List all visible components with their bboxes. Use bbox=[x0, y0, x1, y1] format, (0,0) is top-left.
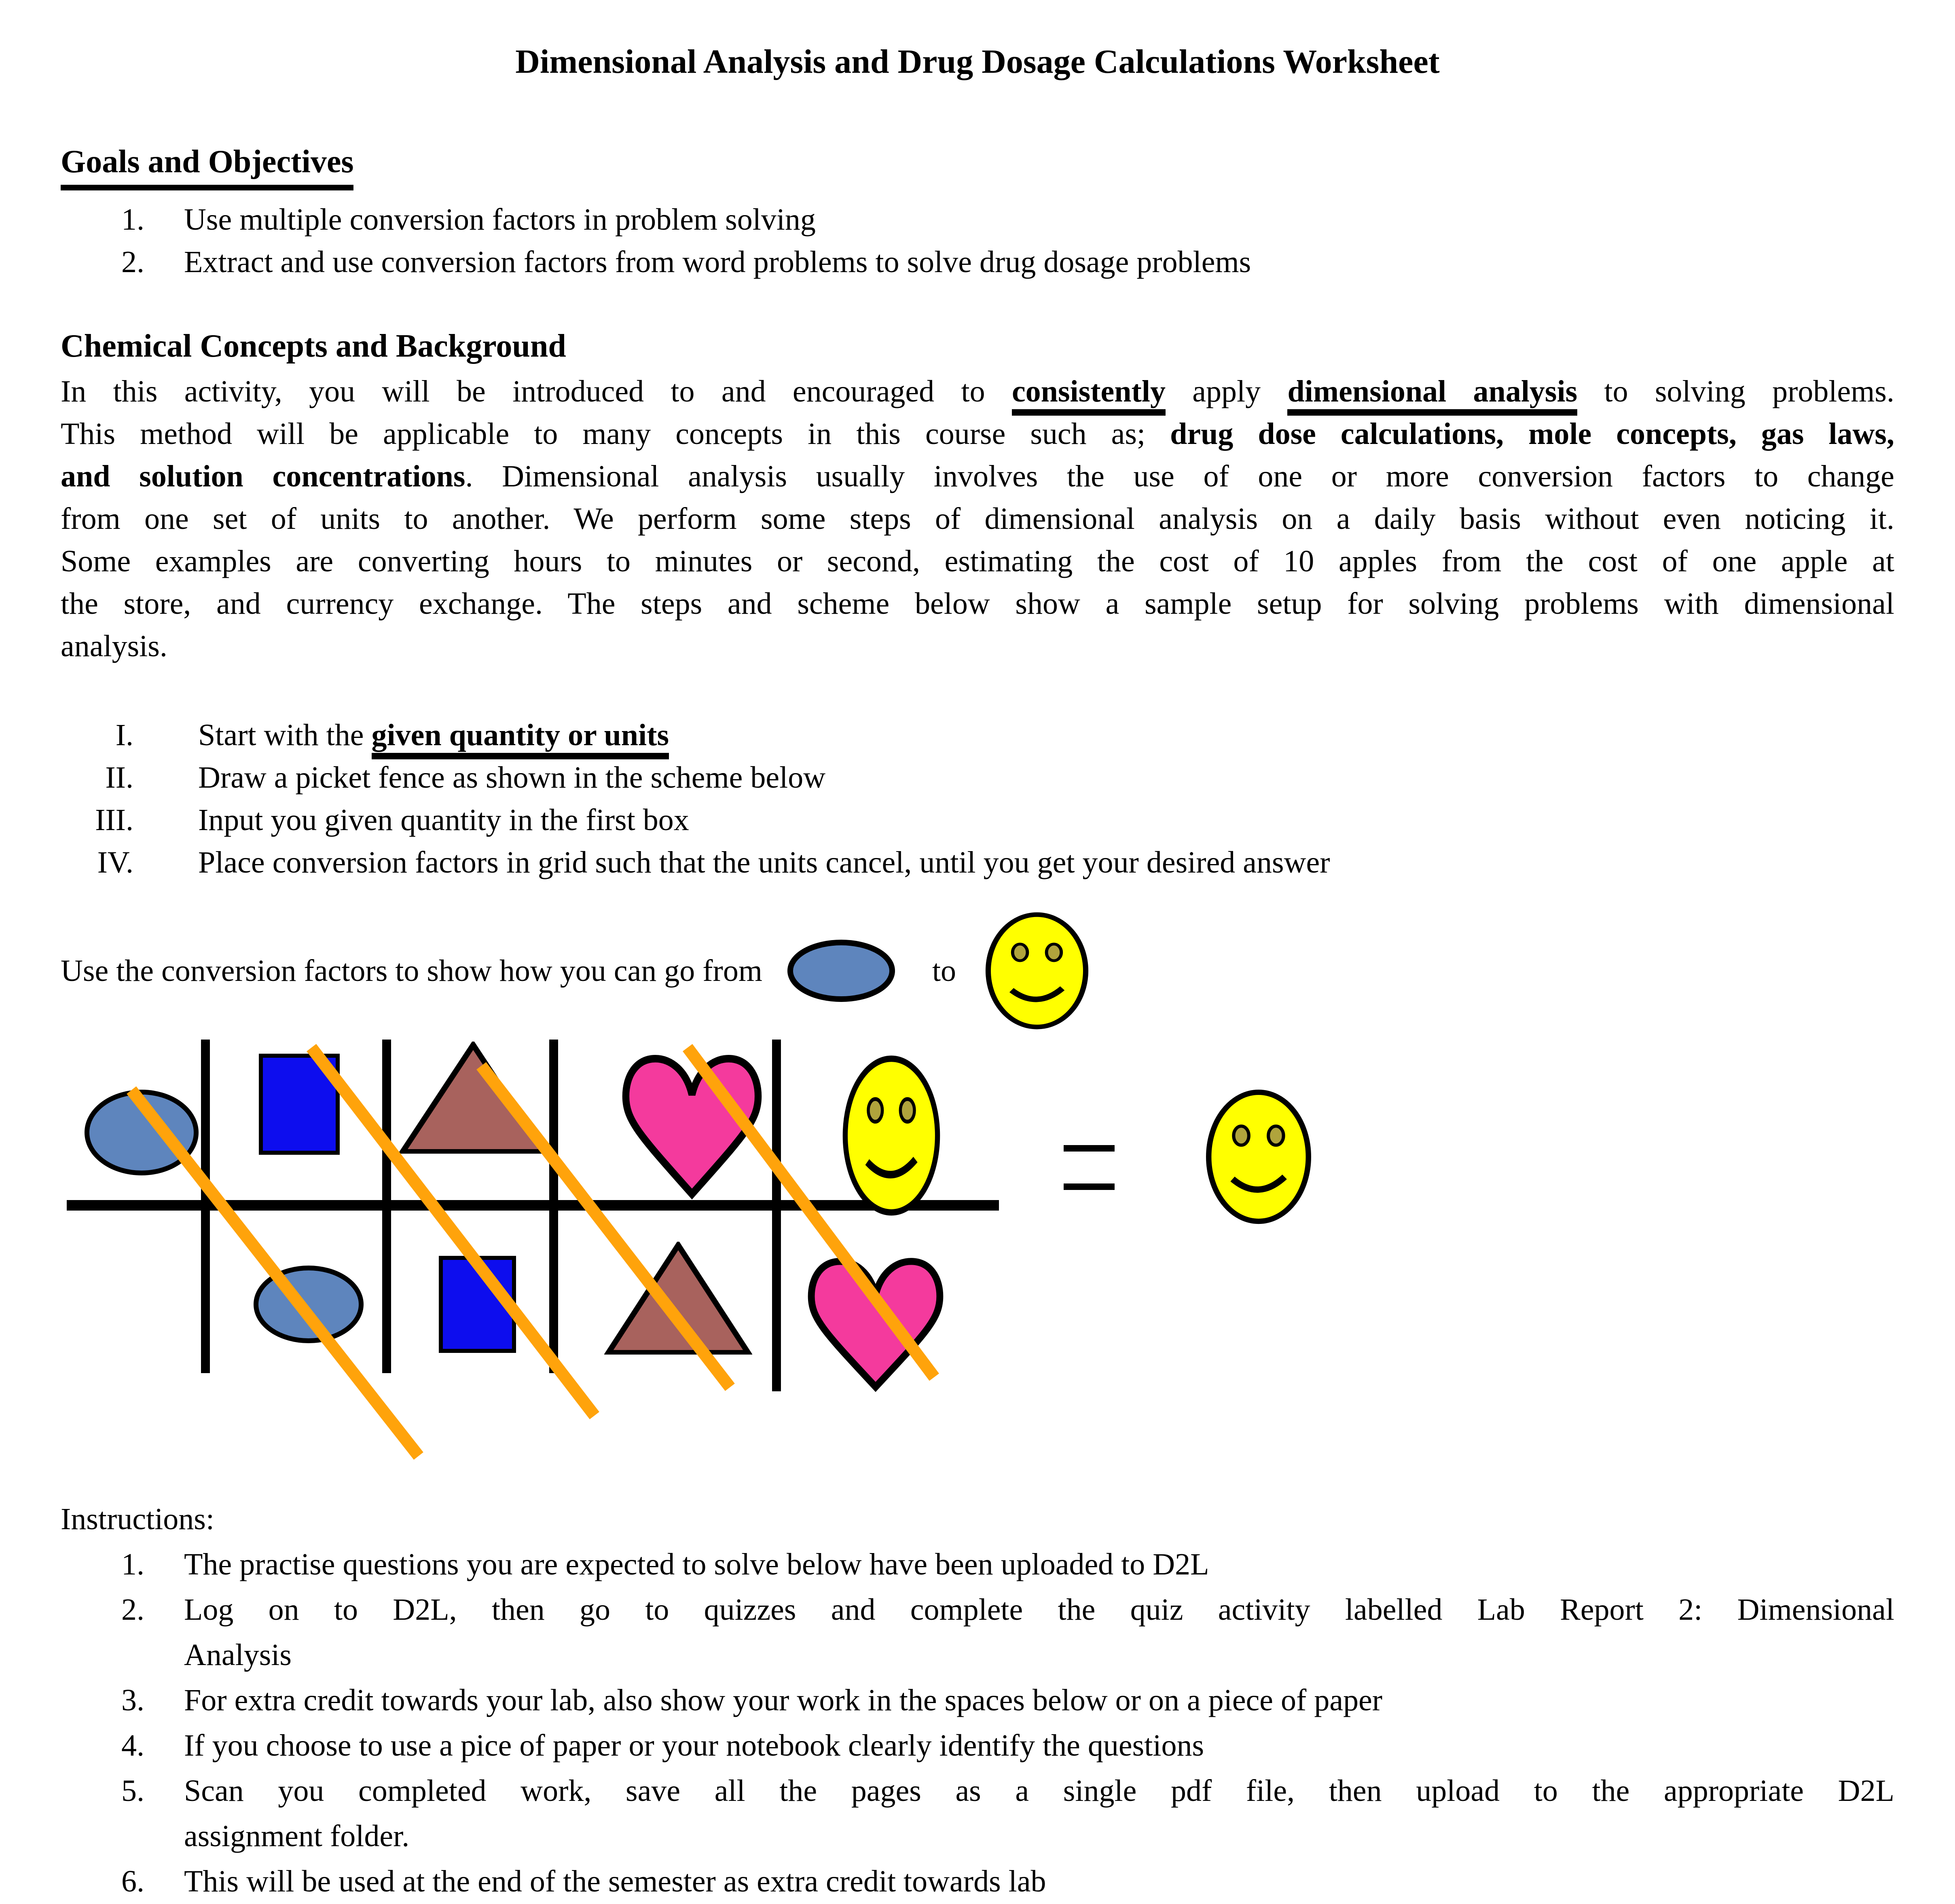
step-text bbox=[198, 799, 1894, 841]
instruction-line: Log on to D2L, then go to quizzes and complete the quiz activity labelled Lab Report 2: Dimensional bbox=[184, 1593, 1894, 1627]
text-segment: This method will be applicable to many concepts in this course such as; bbox=[61, 417, 1170, 451]
step-text bbox=[198, 757, 1894, 799]
step-text bbox=[198, 841, 1894, 884]
instruction-line: If you choose to use a pice of paper or your notebook clearly identify the questions bbox=[184, 1729, 1204, 1762]
instruction-item bbox=[61, 1723, 1894, 1768]
instruction-lines bbox=[184, 1768, 1894, 1859]
list-number: 1. bbox=[121, 1547, 144, 1581]
instruction-line: This will be used at the end of the semester as extra credit towards lab bbox=[184, 1864, 1046, 1898]
instruction-item bbox=[61, 1678, 1894, 1723]
goals-list bbox=[61, 199, 1894, 283]
instructions-list bbox=[61, 1542, 1894, 1904]
steps-list bbox=[61, 714, 1894, 884]
instruction-lines bbox=[184, 1542, 1894, 1587]
text-segment: Some examples are converting hours to minutes or second, estimating the cost of 10 apples from the cost of one apple at bbox=[61, 544, 1894, 578]
numerator-heart-icon bbox=[626, 1059, 758, 1194]
text-segment: analysis. bbox=[61, 629, 167, 663]
equals-bottom-bar bbox=[1064, 1183, 1115, 1190]
numerator-triangle-icon bbox=[403, 1045, 544, 1151]
text-segment: dimensional analysis bbox=[1287, 374, 1577, 416]
text-segment: Place conversion factors in grid such that the units cancel, until you get your desired answer bbox=[198, 845, 1330, 879]
paragraph-line bbox=[61, 413, 1894, 455]
paragraph-line bbox=[61, 625, 1894, 668]
text-segment: Start with the bbox=[198, 718, 372, 752]
goals-section bbox=[61, 139, 1894, 283]
instruction-lines bbox=[184, 1678, 1894, 1723]
step-text bbox=[198, 714, 1894, 757]
step-item bbox=[61, 799, 1894, 841]
instruction-line: The practise questions you are expected to solve below have been uploaded to D2L bbox=[184, 1547, 1209, 1581]
list-number: 4. bbox=[121, 1729, 144, 1762]
list-number: 6. bbox=[121, 1864, 144, 1898]
list-number: 5. bbox=[121, 1774, 144, 1808]
instruction-lines bbox=[184, 1859, 1894, 1904]
instruction-lines bbox=[184, 1723, 1894, 1768]
text-segment: apply bbox=[1165, 374, 1288, 408]
text-segment: . Dimensional analysis usually involves the use of one or more conversion factors to change bbox=[465, 459, 1894, 493]
text-segment: given quantity or units bbox=[372, 718, 669, 759]
inline-oval-icon bbox=[785, 938, 898, 1004]
instructions-section bbox=[61, 1496, 1894, 1904]
text-segment: from one set of units to another. We perform some steps of dimensional analysis on a daily basis without even noticing it. bbox=[61, 502, 1894, 536]
worksheet-title: Dimensional Analysis and Drug Dosage Calculations Worksheet bbox=[515, 43, 1440, 80]
text-segment: In this activity, you will be introduced to and encouraged to bbox=[61, 374, 1012, 408]
text-segment: consistently bbox=[1012, 374, 1166, 416]
step-item bbox=[61, 757, 1894, 799]
instruction-line: For extra credit towards your lab, also show your work in the spaces below or on a piece of paper bbox=[184, 1683, 1383, 1717]
paragraph-line bbox=[61, 455, 1894, 498]
text-segment: Input you given quantity in the first box bbox=[198, 803, 689, 837]
paragraph-line bbox=[61, 370, 1894, 413]
smiley-icon bbox=[988, 915, 1086, 1027]
list-number: 1. bbox=[121, 203, 144, 237]
text-segment: and solution concentrations bbox=[61, 459, 465, 493]
text-segment: Draw a picket fence as shown in the scheme below bbox=[198, 761, 826, 795]
oval-icon bbox=[790, 942, 892, 999]
step-numeral: IV. bbox=[97, 845, 133, 879]
text-segment: to solving problems. bbox=[1577, 374, 1894, 408]
equals-sign bbox=[1064, 1145, 1115, 1190]
instruction-item bbox=[61, 1768, 1894, 1859]
instruction-line: Scan you completed work, save all the pages as a single pdf file, then upload to the appropriate D2L bbox=[184, 1774, 1894, 1808]
list-number: 2. bbox=[121, 245, 144, 279]
instruction-item bbox=[61, 1859, 1894, 1904]
step-numeral: III. bbox=[95, 803, 133, 837]
goals-heading-row bbox=[61, 139, 1894, 190]
goals-heading: Goals and Objectives bbox=[61, 139, 353, 190]
background-paragraph bbox=[61, 370, 1894, 668]
conversion-sentence-text: Use the conversion factors to show how you can go from bbox=[61, 953, 762, 988]
instruction-item bbox=[61, 1542, 1894, 1587]
denominator-oval-icon bbox=[256, 1268, 361, 1341]
instruction-line: assignment folder. bbox=[184, 1819, 410, 1853]
list-number: 2. bbox=[121, 1593, 144, 1627]
step-numeral: II. bbox=[105, 761, 133, 795]
list-text: Use multiple conversion factors in problem solving bbox=[184, 203, 816, 237]
list-number: 3. bbox=[121, 1683, 144, 1717]
paragraph-line bbox=[61, 583, 1894, 625]
conversion-sentence bbox=[61, 922, 1894, 1019]
instruction-lines bbox=[184, 1587, 1894, 1678]
inline-smiley-icon bbox=[982, 910, 1092, 1031]
text-segment: the store, and currency exchange. The steps and scheme below show a sample setup for solving problems with dimensional bbox=[61, 587, 1894, 621]
text-segment: drug dose calculations, mole concepts, gas laws, bbox=[1170, 417, 1895, 451]
goals-item bbox=[61, 199, 1894, 241]
conversion-to-label: to bbox=[932, 953, 956, 988]
instruction-item bbox=[61, 1587, 1894, 1678]
instruction-line: Analysis bbox=[184, 1638, 292, 1672]
paragraph-line bbox=[61, 498, 1894, 540]
instructions-heading: Instructions: bbox=[61, 1502, 214, 1536]
step-numeral: I. bbox=[115, 718, 133, 752]
result-smiley-icon bbox=[1209, 1092, 1309, 1221]
background-heading: Chemical Concepts and Background bbox=[61, 328, 566, 364]
equals-top-bar bbox=[1064, 1145, 1115, 1152]
fence-diagram bbox=[61, 1019, 1395, 1472]
step-item bbox=[61, 841, 1894, 884]
list-text: Extract and use conversion factors from word problems to solve drug dosage problems bbox=[184, 245, 1251, 279]
numerator-smiley-icon bbox=[845, 1059, 937, 1212]
paragraph-line bbox=[61, 540, 1894, 583]
goals-item bbox=[61, 241, 1894, 283]
step-item bbox=[61, 714, 1894, 757]
